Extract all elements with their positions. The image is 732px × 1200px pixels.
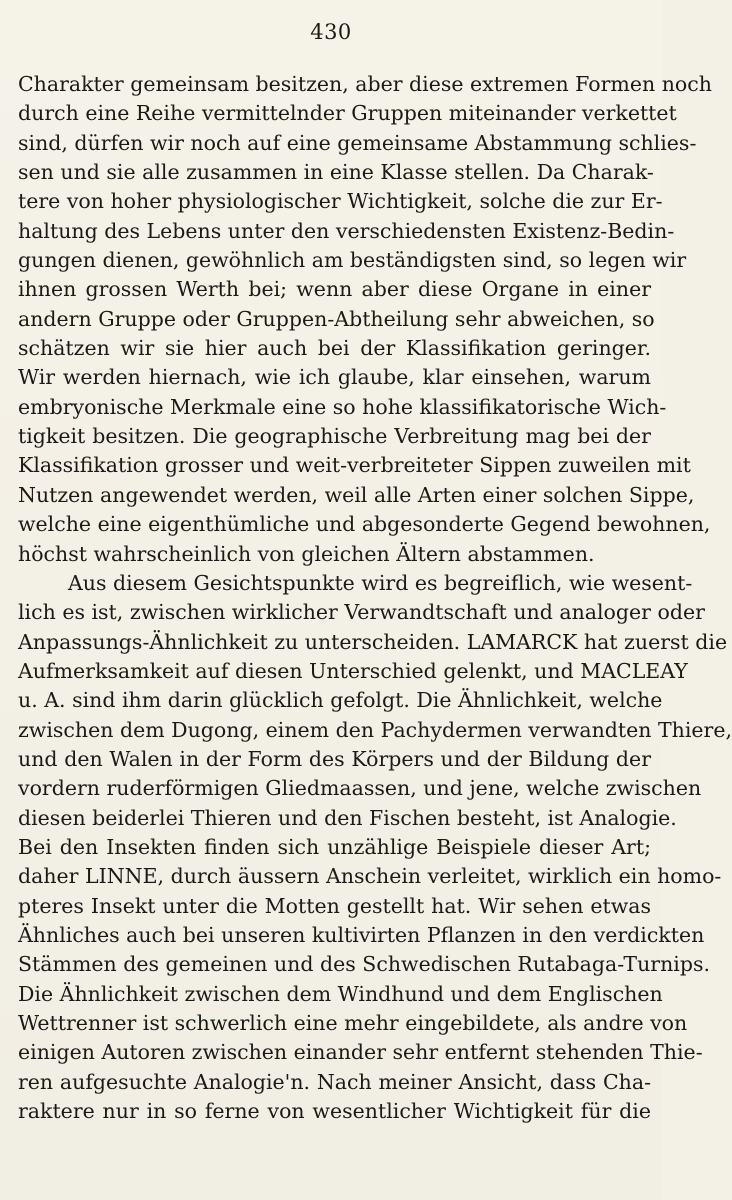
text-line: tigkeit besitzen. Die geographische Verbreitung mag bei der	[18, 424, 651, 449]
text-line: Charakter gemeinsam besitzen, aber diese extremen Formen noch	[18, 72, 712, 96]
text-line: Klassifikation grosser und weit-verbreiteter Sippen zuweilen mit	[18, 453, 691, 478]
text-line: daher LINNE, durch äussern Anschein verleitet, wirklich ein homo-	[18, 864, 722, 889]
text-line: sen und sie alle zusammen in eine Klasse stellen. Da Charak-	[18, 160, 654, 185]
text-line: sind, dürfen wir noch auf eine gemeinsame Abstammung schlies-	[18, 130, 697, 155]
text-line: ren aufgesuchte Analogie'n. Nach meiner Ansicht, dass Cha-	[18, 1069, 651, 1094]
text-line: Anpassungs-Ähnlichkeit zu unterscheiden. LAMARCK hat zuerst die	[18, 629, 728, 654]
text-line: schätzen wir sie hier auch bei der Klassifikation geringer.	[18, 336, 651, 361]
text-line: ihnen grossen Werth bei; wenn aber diese Organe in einer	[18, 277, 651, 302]
text-line: embryonische Merkmale eine so hohe klassifikatorische Wich-	[18, 394, 667, 419]
text-line: u. A. sind ihm darin glücklich gefolgt. Die Ähnlichkeit, welche	[18, 688, 663, 713]
paragraph-end-line: höchst wahrscheinlich von gleichen Ältern abstammen.	[18, 541, 595, 566]
text-line: andern Gruppe oder Gruppen-Abtheilung sehr abweichen, so	[18, 306, 655, 331]
page-number: 430	[310, 20, 352, 44]
text-line: gungen dienen, gewöhnlich am beständigsten sind, so legen wir	[18, 248, 687, 273]
text-line: raktere nur in so ferne von wesentlicher Wichtigkeit für die	[18, 1099, 651, 1124]
text-line: tere von hoher physiologischer Wichtigkeit, solche die zur Er-	[18, 189, 663, 214]
text-line: und den Walen in der Form des Körpers und der Bildung der	[18, 746, 651, 771]
text-line: pteres Insekt unter die Motten gestellt hat. Wir sehen etwas	[18, 893, 651, 918]
text-line: Bei den Insekten finden sich unzählige Beispiele dieser Art;	[18, 834, 651, 859]
text-line: zwischen dem Dugong, einem den Pachydermen verwandten Thiere,	[18, 717, 732, 742]
text-line: lich es ist, zwischen wirklicher Verwandtschaft und analoger oder	[18, 600, 705, 625]
text-line: Nutzen angewendet werden, weil alle Arten einer solchen Sippe,	[18, 482, 695, 507]
text-line: Die Ähnlichkeit zwischen dem Windhund und dem Englischen	[18, 981, 663, 1006]
text-line: vordern ruderförmigen Gliedmaassen, und jene, welche zwischen	[18, 776, 702, 801]
text-line: haltung des Lebens unter den verschiedensten Existenz-Bedin-	[18, 218, 675, 243]
text-line: diesen beiderlei Thieren und den Fischen besteht, ist Analogie.	[18, 805, 677, 830]
text-line: Wettrenner ist schwerlich eine mehr eingebildete, als andre von	[18, 1011, 688, 1035]
paragraph-start-line: Aus diesem Gesichtspunkte wird es begreiflich, wie wesent-	[68, 570, 693, 595]
text-line: durch eine Reihe vermittelnder Gruppen miteinander verkettet	[18, 101, 677, 126]
text-line: Ähnliches auch bei unseren kultivirten Pflanzen in den verdickten	[18, 922, 705, 947]
text-line: Stämmen des gemeinen und des Schwedischen Rutabaga-Turnips.	[18, 952, 711, 977]
body-text	[18, 70, 732, 1126]
text-line: welche eine eigenthümliche und abgesonderte Gegend bewohnen,	[18, 512, 711, 537]
text-line: Wir werden hiernach, wie ich glaube, klar einsehen, warum	[18, 365, 651, 390]
text-line: Aufmerksamkeit auf diesen Unterschied gelenkt, und MACLEAY	[18, 658, 688, 683]
text-line: einigen Autoren zwischen einander sehr entfernt stehenden Thie-	[18, 1040, 703, 1065]
